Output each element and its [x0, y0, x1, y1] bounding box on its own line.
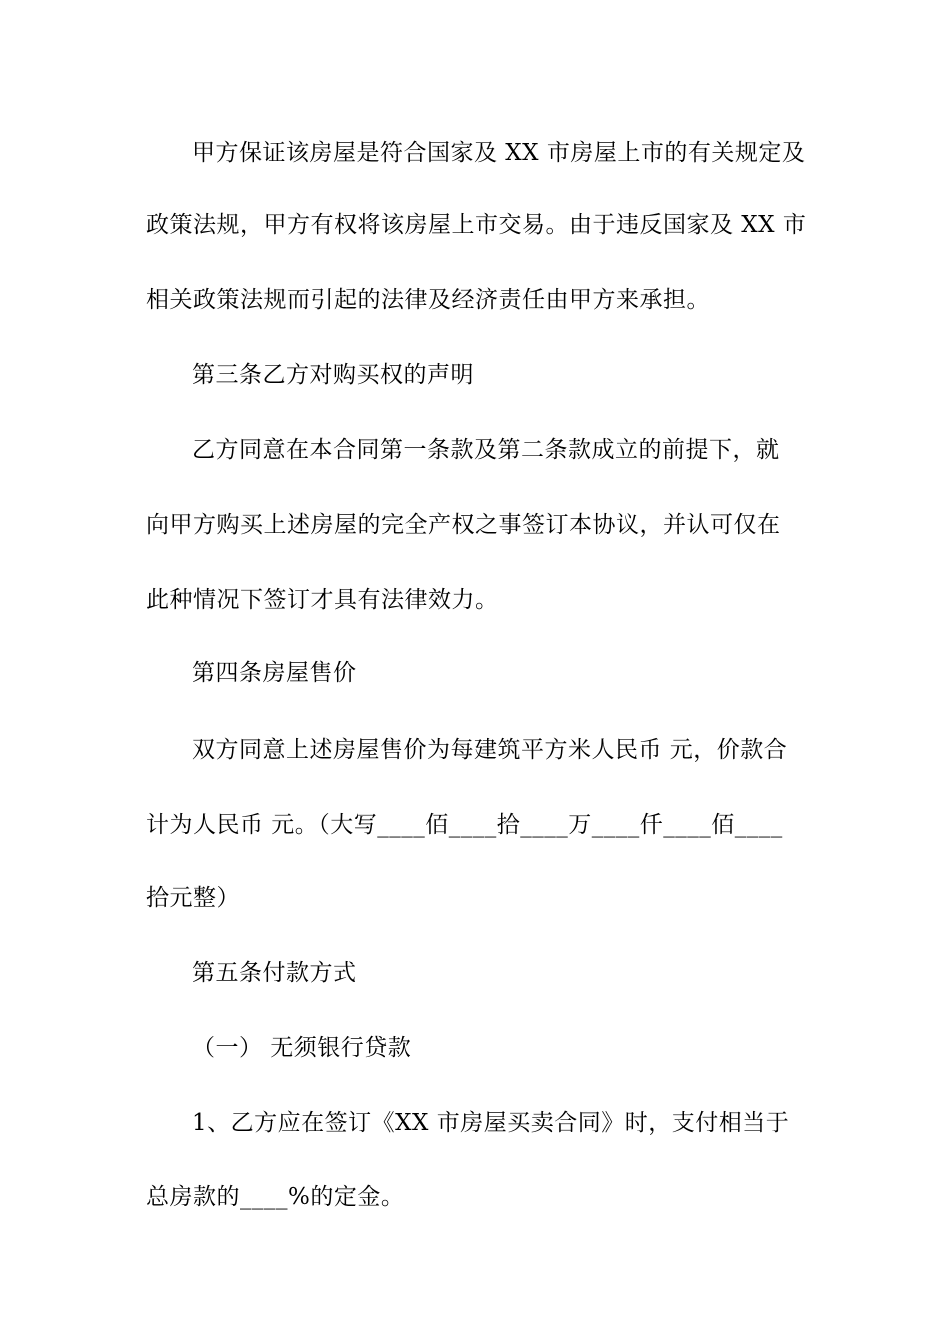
section-heading: 第四条房屋售价 — [192, 660, 357, 686]
paragraph-line: 1、乙方应在签订《XX 市房屋买卖合同》时，支付相当于 — [192, 1110, 790, 1136]
paragraph-line: 总房款的____%的定金。 — [146, 1184, 405, 1210]
paragraph-line: 向甲方购买上述房屋的完全产权之事签订本协议，并认可仅在 — [146, 512, 781, 538]
section-heading: 第三条乙方对购买权的声明 — [192, 362, 474, 388]
paragraph-line: 计为人民币 元。（大写____佰____拾____万____仟____佰____ — [146, 812, 783, 838]
subsection-heading: （一） 无须银行贷款 — [192, 1035, 412, 1061]
paragraph-line: 乙方同意在本合同第一条款及第二条款成立的前提下，就 — [192, 437, 780, 463]
section-heading: 第五条付款方式 — [192, 960, 357, 986]
paragraph-line: 政策法规，甲方有权将该房屋上市交易。由于违反国家及 XX 市 — [146, 212, 806, 238]
paragraph-line: 双方同意上述房屋售价为每建筑平方米人民币 元，价款合 — [192, 737, 788, 763]
paragraph-line: 此种情况下签订才具有法律效力。 — [146, 587, 499, 613]
paragraph-line: 甲方保证该房屋是符合国家及 XX 市房屋上市的有关规定及 — [192, 140, 806, 166]
paragraph-line: 相关政策法规而引起的法律及经济责任由甲方来承担。 — [146, 287, 710, 313]
paragraph-line: 拾元整） — [146, 885, 240, 911]
